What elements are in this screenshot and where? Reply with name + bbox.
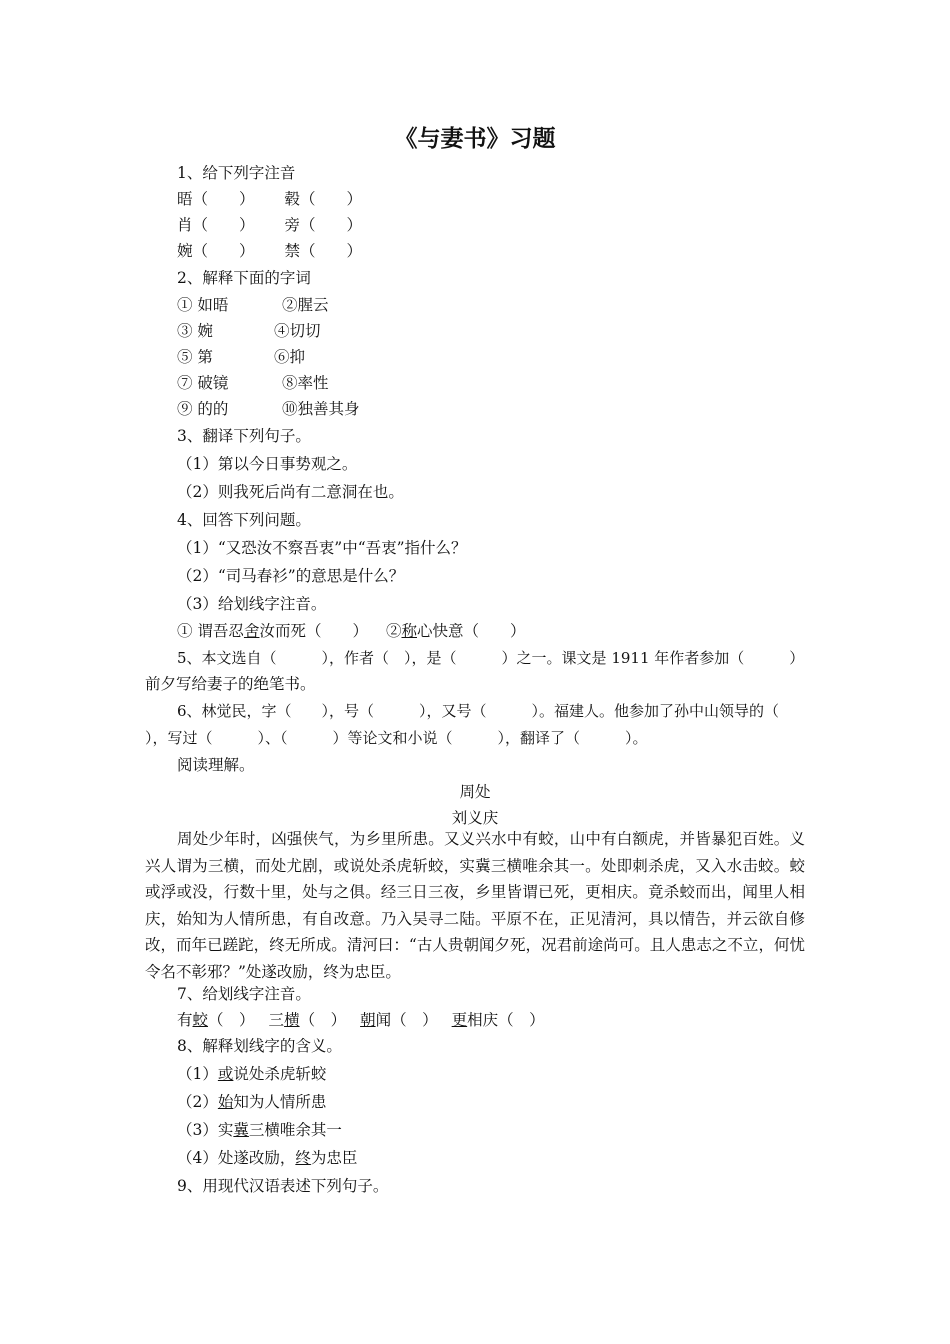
q1-heading: 1、给下列字注音 — [177, 164, 296, 182]
q2-row: ① 如晤 ②腥云 — [177, 296, 329, 314]
q2-row: ⑦ 破镜 ⑧率性 — [177, 374, 329, 392]
q2-row: ⑤ 第 ⑥抑 — [177, 348, 306, 366]
q5-line2: 前夕写给妻子的绝笔书。 — [145, 675, 316, 693]
q1-row: 晤（ ） 毂（ ） — [177, 190, 363, 208]
q2-heading: 2、解释下面的字词 — [177, 269, 311, 287]
passage-text: 周处少年时，凶强侠气，为乡里所患。又义兴水中有蛟，山中有白额虎，并皆暴犯百姓。义兴人谓为三横，而处尤剧，或说处杀虎斩蛟，实冀三横唯余其一。处即刺杀虎，又入水击蛟。蛟或浮或没，行数十里，处与之俱。经三日三夜，乡里皆谓已死，更相庆。竟杀蛟而出，闻里人相庆，始知为人情所患，有自改意。乃入吴寻二陆。平原不在，正见清河，具以情告，并云欲自修改，而年已蹉跎，终无所成。清河曰：“古人贵朝闻夕死，况君前途尚可。且人患志之不立，何忧令名不彰邪？”处遂改励，终为忠臣。 — [145, 830, 805, 981]
q4-heading: 4、回答下列问题。 — [177, 511, 311, 529]
q9-heading: 9、用现代汉语表述下列句子。 — [177, 1177, 389, 1195]
q4-item: （1）“又恐汝不察吾衷”中“吾衷”指什么？ — [177, 539, 467, 557]
q8-item: （1）或说处杀虎斩蛟 — [177, 1065, 327, 1083]
q2-row: ③ 婉 ④切切 — [177, 322, 321, 340]
q1-row: 婉（ ） 禁（ ） — [177, 242, 363, 260]
q8-heading: 8、解释划线字的含义。 — [177, 1037, 342, 1055]
q8-item: （3）实冀三横唯余其一 — [177, 1121, 342, 1139]
q3-item: （2）则我死后尚有二意洞在也。 — [177, 483, 404, 501]
q3-heading: 3、翻译下列句子。 — [177, 427, 311, 445]
passage-author: 刘义庆 — [451, 809, 499, 827]
reading-label: 阅读理解。 — [177, 756, 255, 774]
q4-sub3: ① 谓吾忍舍汝而死（ ） ②称心快意（ ） — [177, 622, 526, 640]
q7-items: 有蛟（ ） 三横（ ） 朝闻（ ） 更相庆（ ） — [177, 1011, 545, 1029]
q6-line2: ），写过（ ）、（ ）等论文和小说（ ），翻译了（ ）。 — [145, 729, 648, 747]
q2-row: ⑨ 的的 ⑩独善其身 — [177, 400, 360, 418]
q1-row: 肖（ ） 旁（ ） — [177, 216, 363, 234]
page-title: 《与妻书》习题 — [394, 125, 556, 152]
q5-line1: 5、本文选自（ ），作者（ ），是（ ）之一。课文是 1911 年作者参加（ ） — [177, 649, 805, 667]
q8-item: （2）始知为人情所患 — [177, 1093, 327, 1111]
q8-item: （4）处遂改励，终为忠臣 — [177, 1149, 358, 1167]
q4-item: （3）给划线字注音。 — [177, 595, 327, 613]
passage-title: 周处 — [459, 783, 491, 801]
q3-item: （1）第以今日事势观之。 — [177, 455, 358, 473]
q4-item: （2）“司马春衫”的意思是什么？ — [177, 567, 405, 585]
q6-line1: 6、林觉民，字（ ），号（ ），又号（ ）。福建人。他参加了孙中山领导的（ — [177, 702, 780, 720]
q7-heading: 7、给划线字注音。 — [177, 985, 311, 1003]
